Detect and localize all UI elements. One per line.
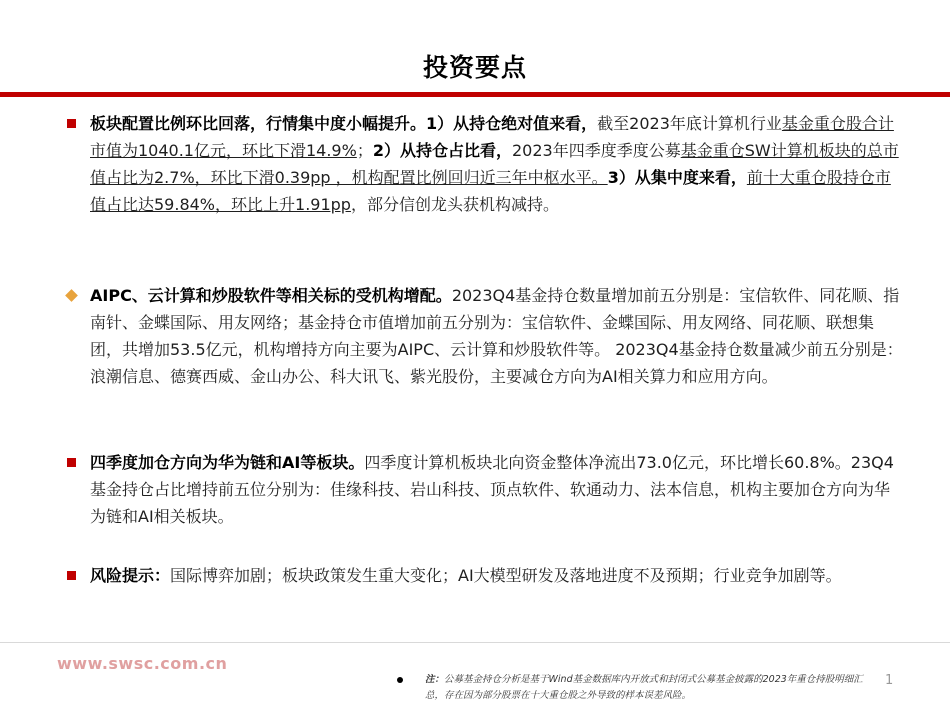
bullet-1-point-2-label: 2）从持仓占比看， xyxy=(372,141,512,160)
bullet-2-text: 2023Q4基金持仓数量增加前五分别是：宝信软件、同花顺、指南针、金蝶国际、用友网络；基金持仓市值增加前五分别为：宝信软件、金蝶国际、用友网络、同花顺、联想集团，共增加53.5亿元，机构增持方向主要为AIPC、云计算和炒股软件等。 2023Q4基金持仓数量减少前五分别是：浪潮信息、德赛西威、金山办公、科大讯飞、紫光股份，主要减仓方向为AI相关算力和应用方向。 xyxy=(90,286,903,386)
title-divider-left xyxy=(0,92,62,97)
bullet-diamond-icon xyxy=(65,289,78,302)
bullet-square-icon xyxy=(67,571,76,580)
page-title: 投资要点 xyxy=(422,53,527,82)
footer-note-label: 注： xyxy=(425,674,445,685)
bullet-1-point-1-text: 截至2023年底计算机行业 xyxy=(597,114,782,133)
bullet-3-heading: 四季度加仓方向为华为链和AI等板块。 xyxy=(90,453,365,472)
bullet-3-paragraph xyxy=(90,449,905,530)
title-divider xyxy=(62,92,950,97)
footer-divider xyxy=(0,642,950,643)
bullet-2-heading: AIPC、云计算和炒股软件等相关标的受机构增配。 xyxy=(90,286,452,305)
bullet-1-point-2-underlined: 基金重仓SW计算机板块的总市值占比为2.7%，环比下滑0.39pp ，机构配置比例回归近三年中枢水平。 xyxy=(90,141,899,187)
bullet-3-text: 四季度计算机板块北向资金整体净流出73.0亿元，环比增长60.8%。23Q4基金持仓占比增持前五位分别为：佳缘科技、岩山科技、顶点软件、软通动力、法本信息，机构主要加仓方向为华为链和AI相关板块。 xyxy=(90,453,894,526)
bullet-4-paragraph xyxy=(90,562,905,589)
footer-bullet-icon xyxy=(397,677,403,683)
footer-website-link[interactable]: www.swsc.com.cn xyxy=(57,654,228,673)
footer-note-text: 公募基金持仓分析是基于Wind基金数据库内开放式和封闭式公募基金披露的2023年重仓持股明细汇总，存在因为部分股票在十大重仓股之外导致的样本误差风险。 xyxy=(425,674,863,701)
bullet-1-point-1-underlined: 基金重仓股合计市值为1040.1亿元，环比下滑14.9% xyxy=(90,114,894,160)
bullet-4-heading: 风险提示： xyxy=(90,566,171,585)
page-number: 1 xyxy=(885,673,894,688)
bullet-1-point-3-text: ，部分信创龙头获机构减持。 xyxy=(350,195,559,214)
bullet-1-point-1-label: 1）从持仓绝对值来看， xyxy=(426,114,598,133)
bullet-2-paragraph xyxy=(90,282,905,390)
bullet-1-point-3-label: 3）从集中度来看， xyxy=(607,168,747,187)
bullet-1-heading: 板块配置比例环比回落，行情集中度小幅提升。 xyxy=(90,114,427,133)
footer-note xyxy=(425,672,865,704)
bullet-1-point-3-underlined: 前十大重仓股持仓市值占比达59.84%，环比上升1.91pp xyxy=(90,168,891,214)
bullet-4-text: 国际博弈加剧；板块政策发生重大变化；AI大模型研发及落地进度不及预期；行业竞争加剧等。 xyxy=(170,566,842,585)
bullet-square-icon xyxy=(67,458,76,467)
bullet-1-point-2-text: 2023年四季度季度公募 xyxy=(511,141,681,160)
bullet-square-icon xyxy=(67,119,76,128)
bullet-1-separator: ； xyxy=(356,141,373,160)
bullet-1-paragraph xyxy=(90,110,905,218)
